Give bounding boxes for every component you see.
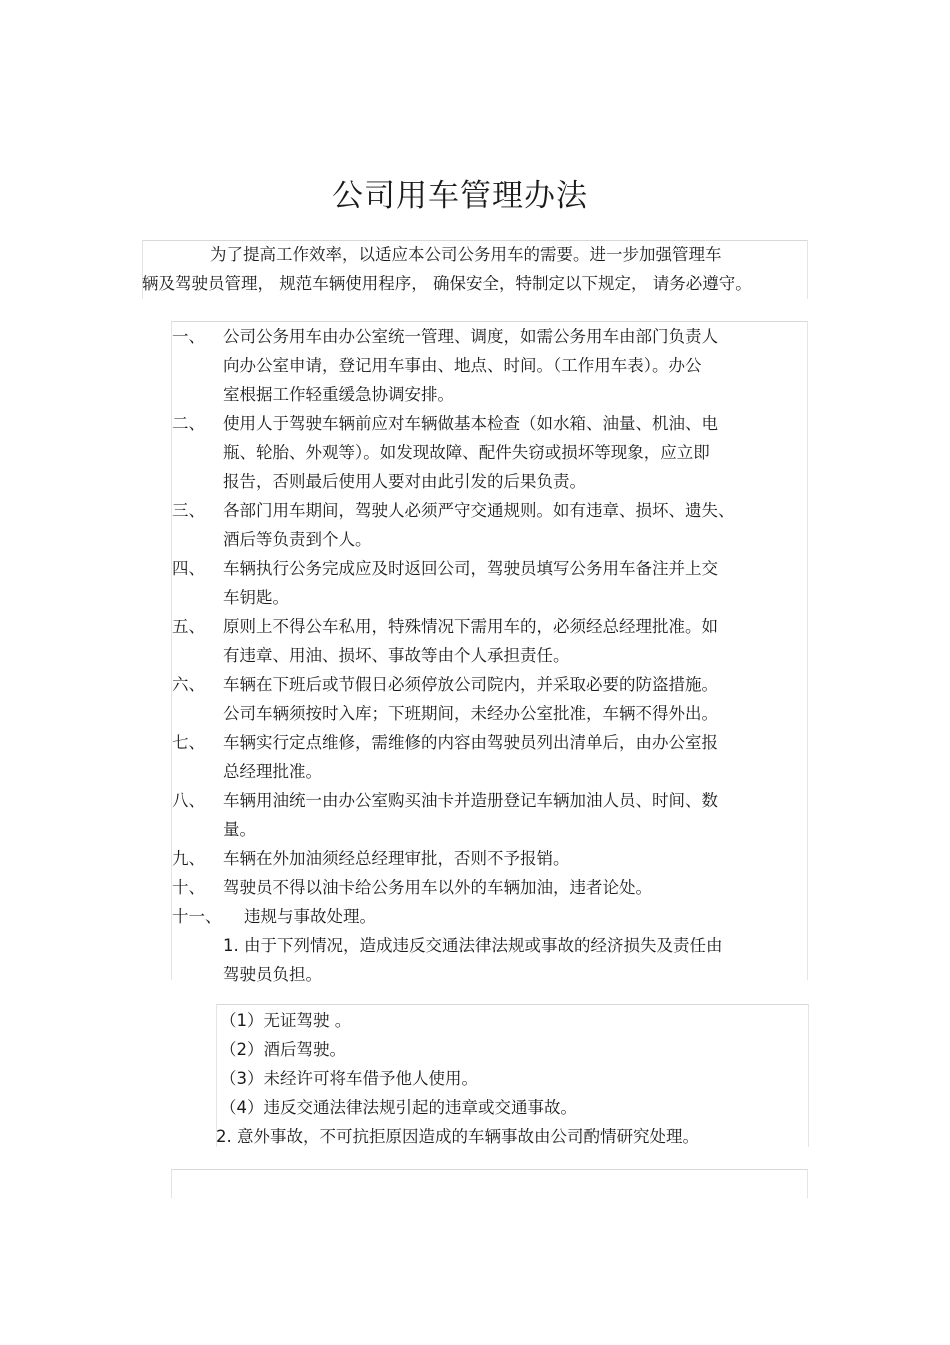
list-item	[172, 728, 792, 786]
page-title: 公司用车管理办法	[332, 178, 588, 214]
sub-item-2: 2. 意外事故，不可抗拒原因造成的车辆事故由公司酌情研究处理。	[216, 1127, 699, 1146]
item-number: 十一、	[172, 907, 222, 926]
item-number: 八、	[172, 791, 205, 810]
item-text	[223, 670, 792, 728]
item-line: 原则上不得公车私用，特殊情况下需用车的，必须经总经理批准。如	[223, 617, 718, 636]
violation-list	[220, 1006, 577, 1122]
item-line: 向办公室申请，登记用车事由、地点、时间。（工作用车表）。办公	[223, 356, 702, 375]
list-item	[172, 786, 792, 844]
item-line: 公司公务用车由办公室统一管理、调度，如需公务用车由部门负责人	[223, 327, 718, 346]
sub-item-line: 1. 由于下列情况，造成违反交通法律法规或事故的经济损失及责任由	[223, 936, 723, 955]
list-item	[172, 409, 792, 496]
rules-list	[172, 322, 792, 989]
intro-line-1: 为了提高工作效率，以适应本公司公务用车的需要。进一步加强管理车	[210, 245, 722, 264]
item-line: 量。	[223, 820, 256, 839]
intro-line-2: 辆及驾驶员管理， 规范车辆使用程序， 确保安全，特制定以下规定， 请务必遵守。	[142, 274, 752, 293]
item-number: 十、	[172, 878, 205, 897]
sub-item-1	[172, 931, 792, 989]
item-line: 车辆实行定点维修，需维修的内容由驾驶员列出清单后，由办公室报	[223, 733, 718, 752]
item-line: 车辆在下班后或节假日必须停放公司院内，并采取必要的防盗措施。	[223, 675, 718, 694]
item-text	[223, 612, 792, 670]
item-line: 驾驶员不得以油卡给公务用车以外的车辆加油，违者论处。	[223, 878, 652, 897]
item-line: 公司车辆须按时入库；下班期间，未经办公室批准，车辆不得外出。	[223, 704, 718, 723]
item-text	[223, 496, 792, 554]
item-line: 车辆执行公务完成应及时返回公司，驾驶员填写公务用车备注并上交	[223, 559, 718, 578]
list-item	[172, 873, 792, 902]
item-text	[223, 554, 792, 612]
item-line: 瓶、轮胎、外观等）。如发现故障、配件失窃或损坏等现象，应立即	[223, 443, 710, 462]
violation-item: （1）无证驾驶 。	[220, 1011, 352, 1030]
blank-frame	[171, 1169, 808, 1198]
list-item	[172, 496, 792, 554]
item-text	[223, 844, 792, 873]
item-number: 五、	[172, 617, 205, 636]
list-item	[172, 612, 792, 670]
item-text: 违规与事故处理。	[244, 907, 376, 926]
intro-paragraph	[142, 240, 752, 298]
item-number: 一、	[172, 327, 205, 346]
item-line: 车辆用油统一由办公室购买油卡并造册登记车辆加油人员、时间、数	[223, 791, 718, 810]
violation-item: （3）未经许可将车借予他人使用。	[220, 1069, 478, 1088]
item-number: 九、	[172, 849, 205, 868]
item-line: 总经理批准。	[223, 762, 322, 781]
item-line: 车钥匙。	[223, 588, 289, 607]
item-text	[223, 873, 792, 902]
item-text	[223, 728, 792, 786]
item-number: 六、	[172, 675, 205, 694]
item-number: 四、	[172, 559, 205, 578]
list-item	[172, 322, 792, 409]
item-text	[223, 322, 792, 409]
item-number: 七、	[172, 733, 205, 752]
item-line: 各部门用车期间，驾驶人必须严守交通规则。如有违章、损坏、遗失、	[223, 501, 735, 520]
item-number: 三、	[172, 501, 205, 520]
item-line: 车辆在外加油须经总经理审批，否则不予报销。	[223, 849, 570, 868]
item-line: 有违章、用油、损坏、事故等由个人承担责任。	[223, 646, 570, 665]
list-item	[172, 670, 792, 728]
list-item	[172, 844, 792, 873]
item-number: 二、	[172, 414, 205, 433]
sub-item-line: 驾驶员负担。	[223, 965, 322, 984]
item-line: 报告，否则最后使用人要对由此引发的后果负责。	[223, 472, 586, 491]
violation-item: （4）违反交通法律法规引起的违章或交通事故。	[220, 1098, 577, 1117]
item-line: 酒后等负责到个人。	[223, 530, 372, 549]
item-line: 使用人于驾驶车辆前应对车辆做基本检查（如水箱、油量、机油、电	[223, 414, 718, 433]
list-item	[172, 554, 792, 612]
list-item	[172, 902, 792, 931]
violation-item: （2）酒后驾驶。	[220, 1040, 346, 1059]
item-text	[223, 786, 792, 844]
item-text	[223, 409, 792, 496]
item-line: 室根据工作轻重缓急协调安排。	[223, 385, 454, 404]
